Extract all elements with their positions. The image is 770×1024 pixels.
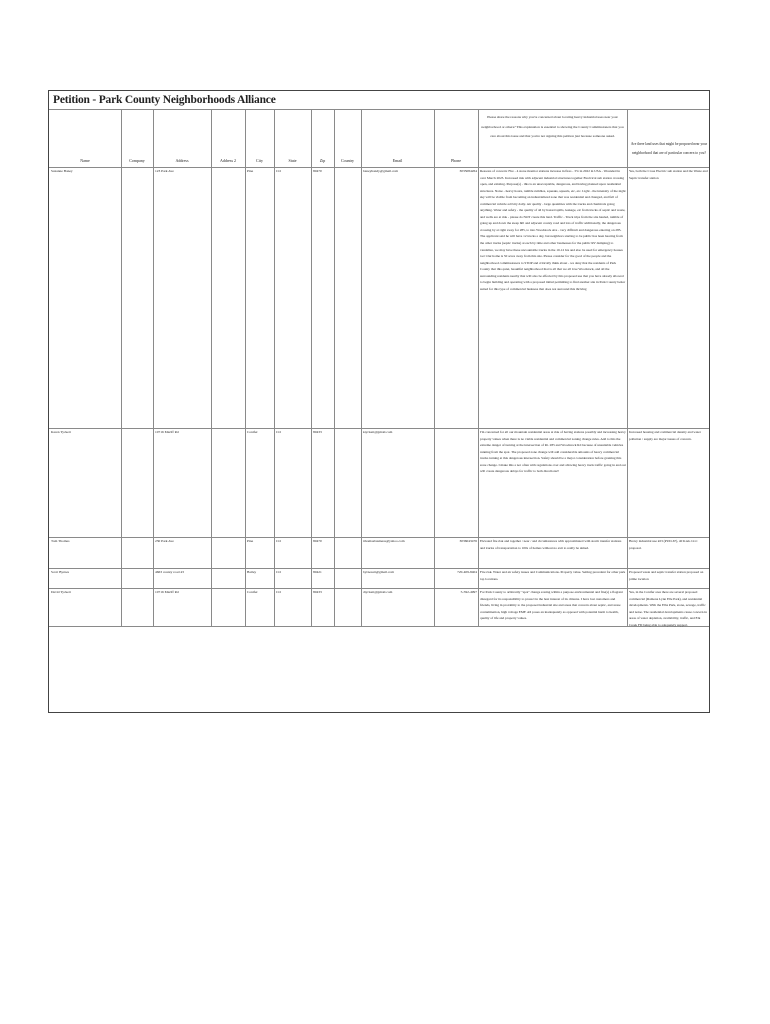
petition-sheet [48,90,710,713]
cell-city: Bailey [247,570,257,574]
header-city: City [256,158,263,163]
cell-state: CO [276,169,281,173]
cell-other-land: Increased housing and commercial density and water pollution / supply are major issues of concern. [629,430,701,441]
cell-zip: 80470 [313,169,322,173]
header-country: Country [340,158,355,163]
cell-phone: 3036043476 [459,539,477,543]
col-divider [211,109,212,626]
cell-other-land: Heavy industrial use #23 (PUD-67), 40 KAG LLC proposal. [629,539,698,550]
cell-zip: 80433 [313,590,322,594]
cell-other-land: Yes, both the Cross Electric sub station and the Waste and Septic transfer station [629,169,708,180]
col-divider [334,109,335,626]
title-divider [49,109,709,110]
cell-email: byrnesatt@gmail.com [363,570,394,574]
cell-email: baneyhandy@gmail.com [363,169,399,173]
header-phone: Phone [451,158,461,163]
header-reasons: Please share the reasons why you're concerned about locating heavy industrial uses near your neighborhood or others? This explanation is essential to showing the County Commissioners that you care about this issue and that you're not signing this petition just because someone asked. [481,115,624,138]
cell-city: Conifer [247,430,258,434]
col-divider [478,109,479,626]
cell-other-land: Proposed waste and septic transfer station proposed on prime location [629,570,704,581]
cell-zip: 80470 [313,539,322,543]
cell-email: tthomasbusiness@yahoo.com [363,539,405,543]
cell-email: ktyckett@gmail.com [363,430,393,434]
cell-reasons: For Park County to arbitrarily "spot" change zoning within a purpose environmental and fire(s) a flagrant disregard for its responsibility to protect in the best interest of its citizens. I have lost customers and friends, living in proximity to the proposed industrial site and areas that concern about septic, and stone contamination, high voltage EMF. All poses an inadequately as opposed with potential harm to health, quality of life and property values. [480,590,623,621]
cell-address: 10716 Mariff Rd [155,590,179,594]
header-email: Email [392,158,403,163]
cell-other-land: Yes, in the Conifer area there are several proposed commercial (Ramona Lynn Elle Park), and residential developments. With the Elba Park, stone, sewage, traffic and noise. The residential developments cause concern in areas of water depletion, availability, traffic, and Elk Creek FD being able to adequately support. [629,590,707,627]
col-divider [274,109,275,626]
cell-city: Pine [247,169,254,173]
header-name: Name [80,158,90,163]
cell-address: 230 Park Ave [155,539,174,543]
header-state: State [288,158,297,163]
header-address2: Address 2 [219,158,237,163]
cell-name: Scott Byrnes [51,570,69,574]
cell-zip: 80421 [313,570,322,574]
col-divider [121,109,122,626]
header-company: Company [129,158,145,163]
cell-city: Conifer [247,590,258,594]
cell-address: 4663 county road 43 [155,570,184,574]
cell-state: CO [276,430,281,434]
cell-phone: 5-592-4997 [460,590,477,594]
cell-name: Tom Thomas [51,539,70,543]
row-divider [49,626,709,627]
cell-state: CO [276,570,281,574]
cell-name: Karen Tyckett [51,430,71,434]
col-divider [311,109,312,626]
cell-phone: 720-409-8404 [457,570,477,574]
page-title: Petition - Park County Neighborhoods Alliance [53,94,276,106]
cell-zip: 80433 [313,430,322,434]
cell-address: 123 Park Ave [155,169,174,173]
cell-city: Pine [247,539,254,543]
col-divider [245,109,246,626]
col-divider [153,109,154,626]
header-zip: Zip [319,158,326,163]
cell-state: CO [276,590,281,594]
cell-reasons: I'm concerned for all our mountain residential areas at risk of having stations possibly and increasing heavy property values when there is no viable residential and commercial zoning change rules. Add to this the extreme danger of turning at the intersection of Rt. 285 and Woodstock Rd because of unsuitable vehicles running from the spot. The proposed zone change will add considerable amounts of heavy commercial trucks turning at this dangerous intersection. Safety should be a major consideration before granting this zone change. I make this a not often with regulations over and allowing heavy truck traffic going in and out will create dangerous delays for traffic to both directions!! [480,430,626,474]
col-divider [627,109,628,626]
col-divider [434,109,435,626]
col-divider [361,109,362,626]
header-other-land: Are there land uses that might be proposed near your neighborhood that are of particular concern to you? [630,142,708,155]
cell-name: David Tyckett [51,590,71,594]
header-address: Address [175,158,189,163]
cell-name: Suzanne Baney [51,169,73,173]
cell-state: CO [276,539,281,543]
cell-reasons: Elevated fire risk and together / near / and circumstances with approximated with storm transfer stations and trucks of transportation to 100s of homes without no exit to really be aimed. [480,539,622,550]
cell-address: 10716 Mariff Rd [155,430,179,434]
cell-email: dtyckett@gmail.com [363,590,393,594]
cell-reasons: Fire risk. Water and air safety issues and Communications. Property value. Setting precedent for other park top locations. [480,570,626,581]
cell-phone: 3035084264 [459,169,477,173]
cell-reasons: Reasons of concern: Fire - 4 stone monitor stations increase in fires - 3% in 2022 in USA - Wounded in over March 2023. Increased risk with adjacent industrial structures together Electrical sub station crossing open, and existing. Purpose(s) - this is an unacceptable, dangerous, and having planned upon residential structures. Noise - heavy hours, rumble rumbles, squeaks, squeals, etc, etc. Light - the intensity of the night sky will be visible from becoming an industrialized zone that was residential and changed, and full of commercial vehicle activity daily. Air quality - large quantities with the trucks and chemicals going anything. Water and safety - the quality of all by hazard spills, leakage, etc from trucks of septic and waste, and wells are at risk - please do NOT create this land. Traffic - Truck trips from the site hauled, rumble of going up and down the steep hill and adjacent county road and lots of traffic additionally, the dangerous crossing by at right away for 285, to into Woodstock Ave - very difficult and dangerous entering on 285. The applicant said he will have 12 trucks a day, but neighbors starting to be public has been hearing from the other trucks (septic trucks) at each by time and other businesses for the public RV dumping) to vandalize, we may have these uncountable trucks in the 10-12 hrs and also be used for emergency houses too! Our home is 50 acres away from this site. Please consider for the good of the people and the neighborhood commissioners to STOP and critically think about - we deny that the residents of Park County that this quiet, beautiful neighborhood that is all that we all love Woodstock, and all the surrounding residents nearby that will also be affected by this proposed use that you have already allowed to begin building and operating with a proposed initial permitting to find another site in Park County better suited for this type of commercial business that does not surround this thriving [480,169,626,291]
